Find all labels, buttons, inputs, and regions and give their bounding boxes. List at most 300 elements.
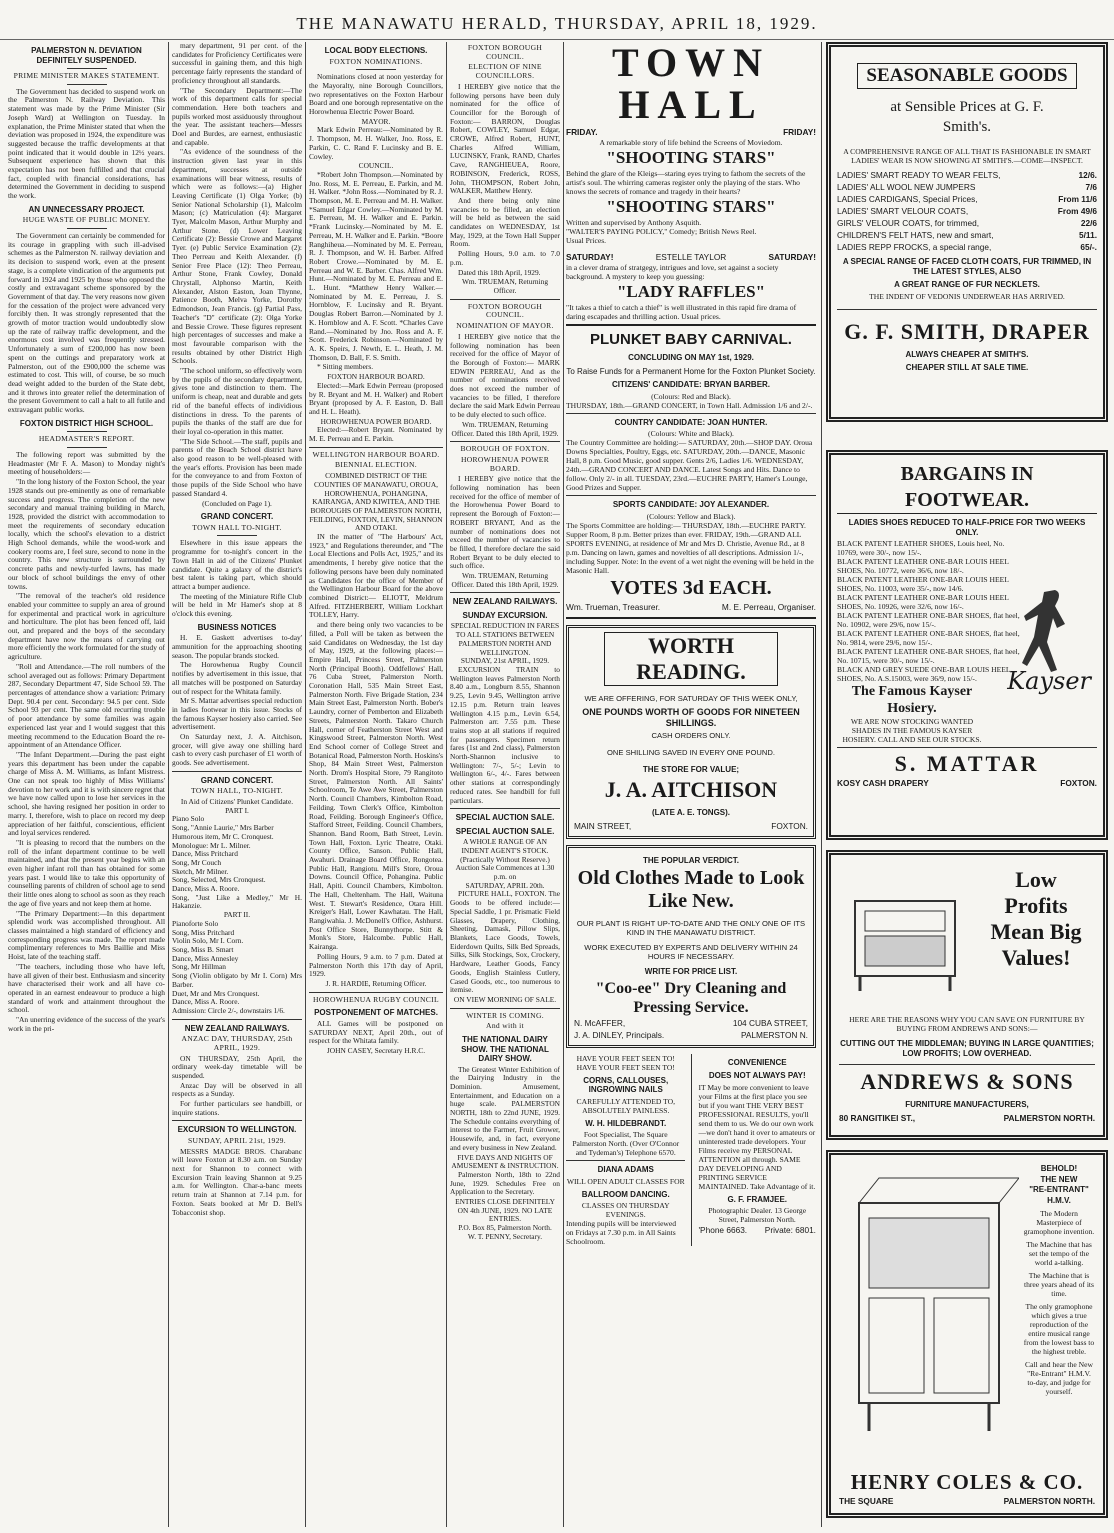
offer-main: ONE POUNDS WORTH OF GOODS FOR NINETEEN SHILLINGS.	[582, 706, 800, 728]
headline: LOCAL BODY ELECTIONS.	[324, 46, 428, 55]
headline: NEW ZEALAND RAILWAYS.	[452, 597, 558, 607]
divider	[67, 84, 107, 85]
store: KOSY CASH DRAPERY	[837, 778, 929, 788]
paragraph: I HEREBY give notice that the following nomination has been received for the office of member of the Horowhenua Power Board to represent the Borough of Foxton:— ROBERT BRYANT, And as the number of nominations does not exceed the number of vacancies to be filled, I therefore declare the said Robert Bryant to be duly elected to such office.	[450, 474, 560, 571]
coles-row	[839, 1495, 1095, 1507]
divider	[450, 441, 560, 442]
divider	[450, 808, 560, 809]
program-item: Song, Miss Pritchard	[172, 927, 235, 937]
paragraph: On Saturday next, J. A. Aitchison, grocer, will give away one shilling hard cash to every cash purchaser of £1 worth of goods. See advertisement.	[172, 732, 302, 768]
address: 104 CUBA STREET,	[732, 1017, 808, 1028]
candidate: CITIZENS' CANDIDATE: BRYAN BARBER.	[611, 380, 771, 389]
divider	[837, 747, 1097, 748]
paragraph: P.O. Box 85, Palmerston North.	[458, 1223, 552, 1233]
left-ads	[566, 1054, 685, 1247]
paragraph: COMBINED DISTRICT OF THE COUNTIES OF MANAWATU, OROUA, HOROWHENUA, POHANGINA, KAIRANGA, AND KIWITEA, AND THE BOROUGHS OF PALMERSTON NORTH, FEILDING, FOXTON, LEVIN, SHANNON AND OTAKI.	[309, 471, 443, 533]
day-left: FRIDAY.	[566, 127, 598, 137]
seasonable-title: SEASONABLE GOODS	[857, 63, 1077, 89]
coles-b: "RE-ENTRANT"	[1029, 1185, 1089, 1194]
headline: SPECIAL AUCTION SALE.	[455, 813, 555, 823]
program-item: Humorous item, Mr C. Cronquest.	[172, 831, 274, 841]
signature: J. R. HARDIE, Returning Officer.	[325, 978, 427, 988]
principal-row	[574, 1029, 808, 1041]
diana-line: CLASSES ON THURSDAY EVENINGS.	[581, 1201, 670, 1219]
seasonable-sub: at Sensible Prices at G. F. Smith's.	[890, 99, 1044, 135]
subhead: NOMINATION OF MAYOR.	[456, 321, 554, 331]
shoe-item: BLACK PATENT LEATHER ONE-BAR SHOES, flat heel, No. 10902, were 29/6, now 15/-.	[837, 611, 1020, 629]
item-price: 7/6	[1085, 182, 1097, 192]
item-price: From 49/6	[1057, 206, 1097, 216]
subhead: ANZAC DAY, THURSDAY, 25th APRIL, 1929.	[181, 1034, 293, 1052]
andrews-sub: FURNITURE MANUFACTURERS,	[905, 1100, 1029, 1109]
price-row	[837, 229, 1097, 241]
votes: VOTES 3d EACH.	[610, 576, 772, 599]
item-name: CHILDREN'S FELT HATS, new and smart,	[837, 230, 994, 240]
paragraph: And there being only nine vacancies to be filled, an election will be held as between the said candidates on WEDNESDAY, 1st May, 1929, at the Town Hall Supper Room.	[450, 195, 560, 249]
paragraph: H. E. Gaskett advertises to-day' ammunition for the approaching shooting season. The popular brands stocked.	[172, 633, 302, 660]
program-item: Duet, Mr and Mrs Cronquest.	[172, 988, 260, 998]
price-row	[837, 181, 1097, 193]
item-name: LADIES REPP FROCKS, a special range,	[837, 242, 992, 252]
coles-b: BEHOLD!	[1040, 1164, 1078, 1173]
headline: THE NATIONAL DAIRY SHOW. THE NATIONAL DAIRY SHOW.	[461, 1035, 549, 1064]
smith-tag: ALWAYS CHEAPER AT SMITH'S.	[905, 349, 1029, 359]
paragraph: ENTRIES CLOSE DEFINITELY ON 4th JUNE, 1929. NO LATE ENTRIES.	[455, 1197, 555, 1224]
headline: FOXTON DISTRICT HIGH SCHOOL.	[19, 418, 154, 428]
divider	[566, 495, 816, 496]
footwear-title: BARGAINS IN FOOTWEAR.	[837, 461, 1097, 514]
paragraph: For further particulars see handbill, or inquire stations.	[172, 1099, 302, 1117]
film-text: IT May be more convenient to leave your Films at the first place you see but if you want THE VERY BEST PROFESSIONAL RESULTS, you'll send them to us. We do our own work—we don't hand it over to amateurs or uninterested trade developers. Your Films receive my PERSONAL ATTENTION all through. SAME DAY DEVELOPING AND PRINTING SERVICE MAINTAINED. Take Advantage of it.	[698, 1082, 816, 1191]
paragraph: SUNDAY, 21st APRIL, 1929.	[460, 656, 550, 666]
seasonable-line: THE INDENT OF VEDONIS UNDERWEAR HAS ARRIVED.	[869, 291, 1065, 301]
paragraph: MESSRS MADGE BROS. Charabanc will leave Foxton at 8.30 a.m. on Sunday next for Shannon to connect with Excursion Train leaving Shannon at 9.25 a.m. for Wellington. Char-a-banc meets return train at Shannon at 7.14 p.m. for Foxton. Seats booked at Mr D. Bell's Tobacconist shop.	[172, 1146, 302, 1217]
subhead: TOWN HALL, TO-NIGHT.	[191, 786, 283, 796]
paragraph: Elected:—Robert Bryant. Nominated by M. E. Perreau and E. Parkin.	[309, 425, 443, 444]
headline: SPECIAL AUCTION SALE.	[455, 826, 555, 836]
paragraph: SPECIAL REDUCTION IN FARES TO ALL STATIONS BETWEEN PALMERSTON NORTH AND WELLINGTON.	[450, 621, 560, 657]
paragraph: The meeting of the Miniature Rifle Club will be held in Mr Hamer's shop at 8 o'clock this evening.	[172, 591, 302, 619]
address: THE SQUARE	[839, 1496, 894, 1506]
andrews-list: CUTTING OUT THE MIDDLEMAN; BUYING IN LARGE QUANTITIES; LOW PROFITS; LOW OVERHEAD.	[840, 1039, 1094, 1058]
paragraph: Elected:—Mark Edwin Perreau (proposed by R. Bryant and M. H. Walker) and Robert Bryant (proposed by A. F. Easton, D. Ball and H. L. Heath).	[309, 380, 443, 416]
paragraph: "The teachers, including those who have left, have all given of their best. Enthusiasm and sincerity have characterised their work and all have co-operated in an earnest endeavour to produce a high standard of work and attainment throughout the school.	[8, 961, 165, 1015]
program-item: Violin Solo, Mr I. Corn.	[172, 936, 244, 946]
divider	[67, 68, 107, 69]
column-rule	[168, 42, 169, 1527]
coles-t: The only gramophone which gives a true reproduction of the entire musical range from the lowest bass to the highest treble.	[1023, 1302, 1095, 1356]
subhead: SUNDAY, APRIL 21st, 1929.	[188, 1135, 286, 1145]
divider	[691, 1054, 692, 1247]
diana-ballroom: BALLROOM DANCING.	[581, 1189, 670, 1199]
smith-tag: CHEAPER STILL AT SALE TIME.	[905, 363, 1029, 372]
paragraph: "As evidence of the soundness of the instruction given last year in this department, successes at outside examinations will bear witness, results of which were as follows:—(a) Higher Leaving Certificate (1) Olga Yorke; (b) Senior National Scholarship (1), Malcolm Mason; (c) Matriculation (4): Margaret Tyer, Malcolm Mason, Arthur Murphy and Arthur Stone. (d) Lower Leaving Certificate (2): Bessie Crowe and Margaret Tyer. (e) Public Service Examination (2): Theo Perreau and Keith Alexander. (f) Senior Free Place (12): Theo Perreau, Arthur Stone, Frank Cowley, Donald Chrystall, Alphonso Martin, Keith Alexander, Alston Easton, Joan Thynne, Patience Booth, Melva Yorke, Dorothy Edmondson, Jean Francis. (g) Partial Pass, Teacher's "D" certificate (2): Olga Yorke and Bessie Crowe. These figures represent high percentages of successes and make a most favourable comparison with the results obtained by other District High Schools.	[172, 147, 302, 366]
gramophone-cabinet-illustration-icon	[839, 1163, 1019, 1438]
paragraph: "The removal of the teacher's old residence enabled your committee to supply an area of ground for experimental and practical work in agriculture and horticulture. The plot has been fenced off, laid out, and prepared and the boys of the secondary department have now the means of carrying out more efficiently the work formulated for the study of agriculture.	[8, 591, 165, 662]
credits: Written and supervised by Anthony Asquith.	[566, 218, 702, 227]
andrews-name: ANDREWS & SONS	[860, 1069, 1074, 1094]
plunket-title: PLUNKET BABY CARNIVAL.	[590, 331, 792, 348]
section-label: MAYOR.	[361, 116, 391, 126]
paragraph: ON THURSDAY, 25th April, the ordinary week-day timetable will be suspended.	[172, 1053, 302, 1080]
shoe-list	[837, 539, 1022, 683]
program-item: Monologue: Mr L. Milner.	[172, 840, 251, 850]
item-name: LADIES' SMART VELOUR COATS,	[837, 206, 969, 216]
coles-b: THE NEW	[1040, 1174, 1078, 1184]
subhead: HOROWHENUA RUGBY COUNCIL	[313, 994, 439, 1004]
subhead: WELLINGTON HARBOUR BOARD.	[312, 449, 440, 459]
program-item: Piano Solo	[172, 814, 205, 824]
shoe-item: BLACK PATENT LEATHER ONE-BAR LOUIS HEEL SHOES, No. 10926, were 32/6, now 16/-.	[837, 593, 1009, 611]
paragraph: Dated this 18th April, 1929.	[458, 267, 541, 277]
worth-title: WORTH READING.	[604, 632, 778, 686]
subhead: WINTER IS COMING.	[466, 1010, 544, 1020]
clothes-title: Old Clothes Made to Look Like New.	[577, 867, 805, 912]
paragraph: Mark Edwin Perreau:—Nominated by R. J. Thompson, M. H. Walker, Jno. Ross, E. Parkin, C. C. Rand F. Lucinsky and B. E. Cowley.	[309, 125, 443, 161]
paragraph: FIVE DAYS AND NIGHTS OF AMUSEMENT & INSTRUCTION.	[451, 1152, 559, 1171]
program-item: Song, "Annie Laurie," Mrs Barber	[172, 823, 274, 833]
price-row	[837, 169, 1097, 181]
masthead	[0, 0, 1114, 40]
paragraph: The following report was submitted by the Headmaster (Mr F. A. Mason) to Monday night's meeting of householders:—	[8, 450, 165, 477]
coles-name: HENRY COLES & CO.	[850, 1470, 1084, 1494]
day-row	[566, 126, 816, 138]
plunket-aim: To Raise Funds for a Permanent Home for the Foxton Plunket Society.	[566, 366, 816, 376]
footwear-sub: LADIES SHOES REDUCED TO HALF-PRICE FOR TWO WEEKS ONLY.	[848, 518, 1086, 537]
principal-row	[574, 1017, 808, 1029]
divider	[309, 992, 443, 993]
feet-addr: Foot Specialist, The Square Palmerston North. (Over O'Connor and Tydeman's) Telephone 6570.	[572, 1130, 680, 1157]
paragraph: The Government has decided to suspend work on the Palmerston N. Railway Deviation. This statement was made by the Prime Minister (Sir Joseph Ward) at Wellington on Tuesday. In explanation, the Prime Minister stated that when the deviation was proposed in 1924, the expenditure was suggested because the traffic developments at that point indicated that it would double in 12½ years. Subsequent experience has shown that this expectation has not been fulfilled and that crucial fact, coupled with financial considerations, has determined the Government in deciding to suspend the work.	[8, 86, 165, 201]
paragraph: "The Primary Department:—In this department splendid work was accomplished throughout. All classes maintained a high standard of efficiency and corresponding progress was made. The report made complimentary references to Mrs Baillie and Miss Hoist, late of the teaching staff.	[8, 908, 165, 962]
program-item: Dance, Miss Annesley	[172, 953, 239, 963]
column-rule	[305, 42, 306, 1527]
diana-line: Intending pupils will be interviewed on Fridays at 7.30 p.m. in All Saints Schoolroom.	[566, 1219, 677, 1246]
price-row	[837, 193, 1097, 205]
bottom-ads	[566, 1054, 816, 1247]
subhead: TOWN HALL TO-NIGHT.	[192, 522, 282, 532]
paragraph: "Roll and Attendance.—The roll numbers of the school averaged out as follows: Primary Department 287, Secondary Department 47, Side School 59. The percentages of attendance show a variation: Primary Dept. 90.4 per cent. Secondary: 94.5 per cent. Side School 93 per cent. The same old recurring trouble of poor attendance by some families was again experienced last year and I would suggest that this meeting recommend to the Education Board the re-appointment of an Attendance Officer.	[8, 661, 165, 750]
divider	[67, 447, 107, 448]
headline-deviation: PALMERSTON N. DEVIATION DEFINITELY SUSPENDED.	[31, 46, 142, 65]
furniture-illustration-icon	[845, 871, 975, 1001]
divider	[450, 299, 560, 300]
phone: 'Phone 6663.	[698, 1225, 748, 1235]
subhead: ELECTION OF NINE COUNCILLORS.	[468, 62, 542, 81]
andrews-reasons: HERE ARE THE REASONS WHY YOU CAN SAVE ON FURNITURE BY BUYING FROM ANDREWS AND SONS:—	[849, 1015, 1085, 1033]
town-hall-ad	[566, 42, 816, 326]
dancer-illustration-icon	[1015, 585, 1085, 675]
andrews-body	[839, 1015, 1095, 1124]
paragraph: The Horowhenua Rugby Council notifies by advertisement in this issue, that all matches will be postponed on Saturday out of respect for the Whitata family.	[172, 660, 302, 696]
column-4	[450, 42, 560, 1527]
coles-t: Call and hear the New "Re-Entrant" H.M.V. to-day, and judge for yourself.	[1025, 1360, 1093, 1396]
column-rule	[563, 42, 564, 1527]
film-title: DOES NOT ALWAYS PAY!	[708, 1071, 806, 1080]
paragraph: "The school uniform, so effectively worn by the pupils of the secondary department, gives tone and distinction to them. The uniform is cheap, neat and durable and gets rid of the baneful effects of individious distinctions in dress. To the parents of pupils the thanks of the staff are due for their loyal co-operation in this matter.	[172, 366, 302, 436]
headline: NEW ZEALAND RAILWAYS.	[184, 1023, 290, 1033]
program-item: Pianoforte Solo	[172, 918, 219, 928]
kayser-title: The Famous Kayser Hosiery.	[851, 684, 973, 716]
andrews-h: Values!	[1001, 945, 1071, 970]
coles-ad	[826, 1150, 1108, 1518]
headline: EXCURSION TO WELLINGTON.	[177, 1125, 297, 1135]
diana-line: WILL OPEN ADULT CLASSES FOR	[566, 1176, 685, 1186]
program-list	[172, 920, 302, 1016]
price-list	[837, 169, 1097, 253]
column-2	[172, 42, 302, 1527]
feet-corns: CORNS, CALLOUSES, INGROWING NAILS	[583, 1075, 669, 1094]
program-item: Sketch, Mr Milner.	[172, 866, 229, 876]
item-price: 22/6	[1080, 218, 1097, 228]
paragraph: "An unerring evidence of the success of the year's work in the pri-	[8, 1015, 165, 1033]
andrews-h: Low	[1015, 867, 1057, 892]
subhead: And with it	[486, 1021, 524, 1031]
item-price: 65/-.	[1080, 242, 1097, 252]
column-6	[826, 42, 1108, 1527]
item-price: 5/11.	[1079, 230, 1097, 240]
price-row	[837, 205, 1097, 217]
subhead: HEADMASTER'S REPORT.	[38, 434, 135, 444]
sat-left: SATURDAY!	[566, 252, 614, 262]
colours: (Colours: White and Black).	[648, 429, 734, 438]
mattar-name: S. MATTAR	[894, 751, 1040, 776]
subhead: BOROUGH OF FOXTON.	[460, 444, 550, 454]
street: MAIN STREET,	[574, 820, 632, 831]
coles-text	[1023, 1163, 1095, 1400]
headline: BUSINESS NOTICES	[197, 622, 277, 632]
address: PALMERSTON N.	[740, 1029, 808, 1040]
signature: Wm. TRUEMAN, Returning Officer. Dated this 18th April, 1929.	[451, 419, 559, 438]
candidate: SPORTS CANDIDATE: JOY ALEXANDER.	[612, 500, 770, 509]
subhead: FOXTON NOMINATIONS.	[329, 56, 423, 66]
paragraph: The Government can certainly be commended for its courage in grappling with such ill-advised schemes as the Palmerston N. railway deviation and its decision to suspend work, even at the present stage, is a complete vindication of the arguments put forward in 1924 and 1925 by those who opposed the costly and extravagant scheme sponsored by the Government of that day. The very reasons now given for the cessation of the project were advanced very forcibly then. It was strongly represented that the growth of motor traction would undoubtedly slow up the rate of railway traffic development, and the enormous cost involved was frequently stressed. Unfortunately a sum of £200,000 has now been spent on the cuttings and preparatory work at Palmerston, out of the £900,000 the scheme was estimated to cost. This will, of course, be so much dead weight added to the burden of the State debt, and it throws into greater relief the determination of the present Government to call a halt to all futile and extravagant public works.	[8, 231, 165, 415]
program-item: Song, Miss B. Smart	[172, 945, 234, 954]
paragraph: "The Side School.—The staff, pupils and parents of the Beach School district have also good reason to be well-pleased with the year's efforts. Provision has been made for the conveyance to and from Foxton of those pupils of the Side School who have passed Standard 4.	[172, 436, 302, 498]
column-5	[566, 42, 816, 1527]
sat-row	[566, 251, 816, 263]
seasonable-intro: A COMPREHENSIVE RANGE OF ALL THAT IS FASHIONABLE IN SMART LADIES' WEAR IS NOW SHOWING AT SMITH'S.—COME—INSPECT.	[843, 147, 1091, 165]
program-item: Dance, Miss A. Roore.	[172, 997, 240, 1007]
subhead: FOXTON BOROUGH COUNCIL.	[467, 43, 543, 61]
sat-desc: in a clever drama of stratgegy, intrigues and love, set against a society background. A mystery to keep you guessing:	[566, 263, 779, 281]
paragraph: I HEREBY give notice that the following nomination has been received for the office of Mayor of the Borough of Foxton:— MARK EDWIN PERREAU, And as the number of nominations received does not exceed the number of vacancies to be filled, I therefore declare the said Mark Edwin Perreau to be duly elected to such office.	[450, 331, 560, 420]
divider	[172, 1019, 302, 1020]
program-item: Song, Mr Hillman	[172, 962, 226, 972]
mattar-row	[837, 777, 1097, 789]
plunket-conclude: CONCLUDING ON MAY 1st, 1929.	[628, 353, 754, 362]
kayser-desc: WE ARE NOW STOCKING WANTED SHADES IN THE FAMOUS KAYSER HOSIERY. CALL AND SEE OUR STOCKS.	[842, 717, 982, 744]
shoe-item: BLACK PATENT LEATHER ONE-BAR SHOES, flat heel, No. 9814, were 29/6, now 15/-.	[837, 629, 1020, 647]
column-rule	[446, 42, 447, 1527]
paragraph: *Robert John Thompson.—Nominated by Jno. Ross, M. E. Perreau, E. Parkin, and M. H. Walker. *John Ross.—Nominated by R. J. Thompson, M. E. Perreau and M. H. Walker. *Samuel Edgar Cowley.—Nominated by M. E. Perreau, M. H. Walker and E. Parkin. *Frank Lucinsky.—Nominated by M. E. Perreau, M. H. Walker and E. Parkin. *Boore Ranghiheua.—Nominated by M. E. Perreau, R. J. Thompson, and W. H. Barber. Alfred Robert Crowe.—Nominated by M. E. Perreau and W. E. Barber. Chas. Alfred Wm. Hunt.—Nominated by M. E. Perreau and E. L. Hunt. *Matthew Henry Walker.—Nominated by M. E. Perreau, J. S. Hornblow, F. Lucinsky and R. Bryant. Douglas Robert Barron.—Nominated by J. K. Hornblow and A. F. Scott. *Charles Cave Rand.—Nominated by Jno. Ross and A. F. Scott. Frederick Robinson.—Nominated by A. K. Speirs, J. Newth, E. L. Heath, J. M. Thomson, D. Ball, F. S. Smith.	[309, 169, 443, 362]
candidate: COUNTRY CANDIDATE: JOAN HUNTER.	[614, 417, 768, 427]
paragraph: EXCURSION TRAIN to Wellington leaves Palmerston North 8.40 a.m., Longburn 8.55, Shannon 9.25, Levin 9.45, Wellington arrive 12.15 p.m. Return train leaves Wellington 4.15 p.m., Levin 6.54, Palmerston arr. 7.55 p.m. These trains stop at all stations if required for passengers. Specimen return fares (1st and 2nd class), Palmerston North-Shannon inclusive to Wellington: 7/-, 5/-; Levin to Wellington 6/-, 4/-. Fares between other stations at correspondingly reduced rates. See handbill for full particulars.	[450, 665, 560, 805]
divider	[172, 771, 302, 772]
plunket-ad	[566, 330, 816, 619]
shoe-item: BLACK PATENT LEATHER ONE-BAR LOUIS HEEL SHOES, No. 11003, were 35/-, now 14/6.	[837, 575, 1009, 593]
events: THURSDAY, 18th.—GRAND CONCERT, in Town Hall. Admission 1/6 and 2/-.	[566, 400, 813, 410]
item-price: 12/6.	[1078, 170, 1097, 180]
work: WORK EXECUTED BY EXPERTS AND DELIVERY WITHIN 24 HOURS IF NECESSARY.	[584, 943, 798, 961]
coles-b: H.M.V.	[1047, 1195, 1071, 1205]
item-name: LADIES CARDIGANS, Special Prices,	[837, 194, 978, 204]
divider	[839, 1064, 1095, 1065]
coles-t: The Machine that has set the tempo of the world a-talking.	[1026, 1240, 1092, 1267]
paragraph: and there being only two vacancies to be filled, a Poll will be taken as between the said Candidates on Wednesday, the 1st day of May, 1929, at the following places:— Empire Hall, Princess Street, Palmerston North (Principal Booth). Oddfellows' Hall, 76 Cuba Street, Palmerston North. Coronation Hall, 535 Main Street East, Palmerston North. Five Brigade Station, 234 Main Street East, Palmerston North. Bober's Laundry, corner of Pemberton and Elizabeth Streets, Palmerston North. Takaro Church Hall, corner of Featherston Street West and Kingswood Street, Palmerston North. West End School corner of College Street and Botanical Road, Palmerston North. Hoskins's Shop, 84 Main Street West, Palmerston North. Drom's Hospital Store, 79 Rangitoto Street, Palmerston North. All Saints' Schoolroom, Te Awe Awe Street, Palmerston North. Council Chambers, Kimbolton Road, Feilding. Town Clerk's Office, Kimbolton Road, Feilding. Borough Engineer's Office, Stafford Street, Feilding. Council Chambers, Shannon. Band Room, Bath Street, Levin. Town Hall, Foxton. Lyric Theatre, Otaki. County Office, Sanson. Public Hall, Awahuri. Drainage Board Office, Rongotea. Public Hall, Rangiotu. Mill's Store, Oroua Downs. Council Office, Pohangina. Public Hall, Apiti. Council Chambers, Kimbolton. The Hall, Cheltenham. The Hall, Waituna West. T. Stewart's Residence, Otara Hill. Kreiger's Hall, Lower Kawhatau. The Hall, Rangiwahia. J. McDonell's Office, Ashhurst. Post Office Store, Bunnythorpe. Stitt & Monk's Store, Halcombe. Public Hall, Kairanga.	[309, 620, 443, 952]
item-name: LADIES' SMART READY TO WEAR FELTS,	[837, 170, 1001, 180]
divider	[356, 69, 396, 70]
film-name: G. F. FRAMJEE.	[727, 1194, 788, 1204]
signature: Wm. TRUEMAN, Returning Officer. Dated this 18th April, 1929.	[451, 571, 559, 589]
price-row	[837, 217, 1097, 229]
andrews-row	[839, 1112, 1095, 1124]
signature: Wm. TRUEMAN, Returning Officer.	[461, 277, 549, 295]
aitchison-late: (LATE A. E. TONGS).	[651, 808, 731, 817]
verdict: THE POPULAR VERDICT.	[642, 855, 739, 865]
shoe-item: BLACK PATENT LEATHER SHOES, Louis heel, No. 10769, were 30/-, now 15/-.	[837, 539, 1005, 557]
coles-footer	[839, 1469, 1095, 1507]
paragraph: Mr S. Mattar advertises special reduction in ladies footwear in this issue. Stocks of the famous Kayser hosiery also carried. See advertisement.	[172, 696, 302, 732]
andrews-ad	[826, 850, 1108, 1140]
paragraph: "The Infant Department.—During the past eight years this department has been under the capable charge of Miss A. M. Williams, as Infant Mistress. One can not speak too highly of Miss Williams' devotion to her work and it is with sincere regret that we have now called upon to lose her services in the school, she having resigned her position in order to marry. I, therefore, wish to place on record my deep appreciation of her faithful, conscientious, efficient and loyal services rendered.	[8, 749, 165, 838]
column-1	[8, 42, 165, 1527]
feet-name: W. H. HILDEBRANDT.	[585, 1118, 667, 1128]
film-title: CONVENIENCE	[727, 1057, 787, 1067]
subhead: BIENNIAL ELECTION.	[335, 460, 417, 470]
price-row	[837, 241, 1097, 253]
town: PALMERSTON NORTH.	[1003, 1112, 1095, 1123]
treasurer: Wm. Trueman, Treasurer.	[566, 601, 661, 612]
seasonable-goods-ad	[826, 42, 1108, 422]
divider	[566, 413, 816, 414]
paragraph: Palmerston North, 18th to 22nd June, 1929. Schedules Free on Application to the Secretary.	[450, 1169, 560, 1197]
paragraph: (Concluded on Page 1).	[202, 498, 272, 508]
headline: AN UNNECESSARY PROJECT.	[28, 204, 145, 214]
paragraph: "The Secondary Department:—The work of this department calls for special commendation. Here both teachers and pupils worked most assiduously throughout the year. The assistant teachers—Messrs Doel and Burdes, are earnest, enthusiastic and capable.	[172, 85, 302, 147]
column-3	[309, 42, 443, 1527]
subhead: HUGE WASTE OF PUBLIC MONEY.	[22, 215, 151, 225]
feature-title: "SHOOTING STARS"	[606, 148, 776, 167]
headline: POSTPONEMENT OF MATCHES.	[314, 1008, 438, 1018]
section-label: COUNCIL.	[358, 161, 394, 171]
headline: SUNDAY EXCURSION.	[462, 610, 548, 620]
item-price: From 11/6	[1058, 194, 1097, 204]
shoe-item: BLACK PATENT LEATHER ONE-BAR LOUIS HEEL SHOES, No. 10772, were 36/6, now 18/-.	[837, 557, 1009, 575]
intro: A remarkable story of life behind the Screens of Moviedom.	[599, 138, 783, 147]
store-tag: THE STORE FOR VALUE;	[642, 764, 740, 774]
program-item: Dance, Miss A. Roore.	[172, 884, 240, 894]
newspaper-title: THE MANAWATU HERALD, THURSDAY, APRIL 18, 1929.	[296, 14, 818, 33]
film-ad	[698, 1054, 816, 1247]
seasonable-line: A SPECIAL RANGE OF FACED CLOTH COATS, FUR TRIMMED, IN THE LATEST STYLES, ALSO	[842, 257, 1092, 276]
headline: GRAND CONCERT.	[200, 775, 274, 785]
saving: ONE SHILLING SAVED IN EVERY ONE POUND.	[607, 747, 775, 757]
divider	[450, 592, 560, 593]
headline: GRAND CONCERT.	[200, 512, 274, 522]
paragraph: Elsewhere in this issue appears the programme for to-night's concert in the Town Hall in aid of the Citizens' Plunket candidate. Quite a galaxy of the district's best talent is taking part, which should attract a bumper audience.	[172, 538, 302, 591]
subhead: HOROWHENUA POWER BOARD.	[460, 454, 550, 473]
shoe-item: BLACK AND GREY SUEDE ONE-BAR LOUIS HEEL SHOES, No. A.S.15003, were 36/9, now 15/-.	[837, 665, 1011, 683]
andrews-h: Profits	[1004, 893, 1068, 918]
divider	[217, 535, 257, 536]
kayser-logo: Kayser	[1007, 667, 1091, 695]
coles-t: The Machine that is three years ahead of its time.	[1024, 1271, 1094, 1298]
paragraph: mary department, 91 per cent. of the candidates for Proficiency Certificates were successful in gaining them, and this high percentage fairly represents the standard of proficiency throughout all standards.	[172, 42, 302, 85]
address-row	[574, 820, 808, 832]
section-label: HOROWHENUA POWER BOARD.	[320, 416, 432, 426]
subhead: PRIME MINISTER MAKES STATEMENT.	[13, 71, 160, 80]
paragraph: I HEREBY give notice that the following persons have been duly nominated for the office of Councillor for the Borough of Foxton:— BARRON, Douglas Robert, COWLEY, Samuel Edgar, CROWE, Alfred Robert, HUNT, Charles Alfred William, LUCINSKY, Frank, RAND, Charles Cave, RANGHIEUEA, Roore, ROBINSON, Frederick, ROSS, John, THOMPSON, Robert John, WALKER, Matthew Henry.	[450, 81, 560, 196]
subhead: FOXTON BOROUGH COUNCIL.	[467, 301, 543, 320]
town: FOXTON.	[1060, 778, 1097, 788]
divider	[67, 431, 107, 432]
program-part: PART II.	[223, 910, 251, 920]
organiser: M. E. Perreau, Organiser.	[721, 601, 816, 612]
principal: J. A. DINLEY, Principals.	[574, 1029, 665, 1040]
town: PALMERSTON NORTH.	[1003, 1496, 1095, 1506]
paragraph: "In the long history of the Foxton School, the year 1928 stands out pre-eminently as one of remarkable success and progress. The completion of the new secondary and manual training building in March, 1928, provided the district with accommodation to meet the requirements of secondary education locally, which the school's elevation to a district High School demands, while the wood-work and cookery rooms are, I feel sure, second to none in the country. This new structure is surrounded by concrete paths and newly-turfed lawns, has made our block of school buildings the envy of other towns.	[8, 477, 165, 591]
program-item: Admission: Circle 2/-, downstairs 1/6.	[172, 1005, 285, 1015]
plant: OUR PLANT IS RIGHT UP-TO-DATE AND THE ONLY ONE OF ITS KIND IN THE MANAWATU DISTRICT.	[576, 919, 806, 937]
program-item: Dance, Miss Pritchard	[172, 849, 238, 859]
paragraph: Anzac Day will be observed in all respects as a Sunday.	[172, 1080, 302, 1099]
paragraph: A WHOLE RANGE OF AN INDENT AGENT'S STOCK. (Practically Without Reserve.) Auction Sale Commences at 1.30 p.m. on	[455, 837, 555, 882]
program-item: Song, "Just Like a Medley," Mr H. Hakanzie.	[172, 892, 302, 911]
worth-reading-ad	[566, 625, 816, 839]
program-item: Song (Violin obligato by Mr I. Corn) Mrs Barber.	[172, 971, 302, 989]
paragraph: "It is pleasing to record that the numbers on the roll of the infant department continue to be well maintained, and that the present year begins with an even higher infant roll than has obtained for some years past. I would like to take this opportunity of counselling parents of children of school age to send their little ones along to school as soon as they reach the age of five years and not keep them at home.	[8, 837, 165, 908]
offer-cash: CASH ORDERS ONLY.	[651, 730, 731, 740]
support: "WALTER'S PAYING POLICY," Comedy; British News Reel.	[566, 227, 757, 236]
paragraph: SATURDAY, APRIL 20th.	[465, 880, 545, 890]
divider	[67, 228, 107, 229]
feet-attended: CAREFULLY ATTENDED TO, ABSOLUTELY PAINLESS.	[576, 1096, 675, 1115]
private-phone: Private: 6801.	[764, 1225, 816, 1235]
signature: W. T. PENNY, Secretary.	[467, 1231, 543, 1241]
andrews-headline	[981, 867, 1091, 971]
program-item: Song, Selected, Mrs Cronquest.	[172, 875, 266, 885]
divider	[837, 309, 1097, 310]
smith-name: G. F. SMITH, DRAPER	[844, 318, 1090, 344]
diana-name: DIANA ADAMS	[597, 1165, 654, 1174]
andrews-h: Mean Big	[990, 919, 1082, 944]
divider	[566, 1160, 685, 1161]
aitchison-name: J. A. AITCHISON	[604, 777, 778, 802]
item-name: GIRLS' VELOUR COATS, for trimmed,	[837, 218, 980, 228]
feature-title: "SHOOTING STARS"	[606, 197, 776, 216]
sat-right: SATURDAY!	[768, 252, 816, 262]
offer: WE ARE OFFERING, FOR SATURDAY OF THIS WEEK ONLY,	[584, 693, 798, 703]
paragraph: Nominations closed at noon yesterday for the Mayoralty, nine Borough Councillors, two representatives on the Foxton Harbour Board and one borough representative on the Horowhenua Electric Power Board.	[309, 72, 443, 117]
paragraph: ON VIEW MORNING OF SALE.	[453, 994, 557, 1004]
film-addr: Photographic Dealer. 13 George Street, Palmerston North.	[708, 1206, 807, 1224]
divider	[172, 1120, 302, 1121]
principal: N. McAFFER,	[574, 1017, 626, 1028]
footwear-ad	[826, 450, 1108, 840]
day-right: FRIDAY!	[783, 127, 816, 137]
tagline: "It takes a thief to catch a thief" is well illustrated in this rapid fire drama of daring escapades and thrilling action. Usual prices.	[566, 303, 797, 321]
section-label: FOXTON HARBOUR BOARD.	[327, 372, 425, 382]
events: The Country Committee are holding:— SATURDAY, 20th.—SHOP DAY. Oroua Downs Specialties, Poultry, Eggs, etc. SATURDAY, 20th.—DANCE, Masonic Hall, 8 p.m. Good Music, good supper. Gents 2/6, Ladies 1/6. WEDNESDAY, 24th.—GRAND CONCERT AND DANCE. Latest Songs and Hits. Dance to follow. Only 2/- in all. TUESDAY, 23rd.—EUCHRE PARTY, Hamer's Lounge, Good Prizes and Supper.	[566, 438, 813, 492]
price-list: WRITE FOR PRICE LIST.	[644, 967, 738, 976]
program-intro: In Aid of Citizens' Plunket Candidate.	[180, 797, 294, 807]
program-list	[172, 815, 302, 911]
shoe-item: BLACK PATENT LEATHER ONE-BAR SHOES, flat heel, No. 10715, were 30/-, now 15/-.	[837, 647, 1020, 665]
paragraph: ALL Games will be postponed on SATURDAY NEXT, April 20th., out of respect for the Whitata family.	[309, 1018, 443, 1046]
program-item: Song, Mr Couch	[172, 857, 222, 867]
town-hall-title: TOWN HALL	[612, 42, 770, 127]
